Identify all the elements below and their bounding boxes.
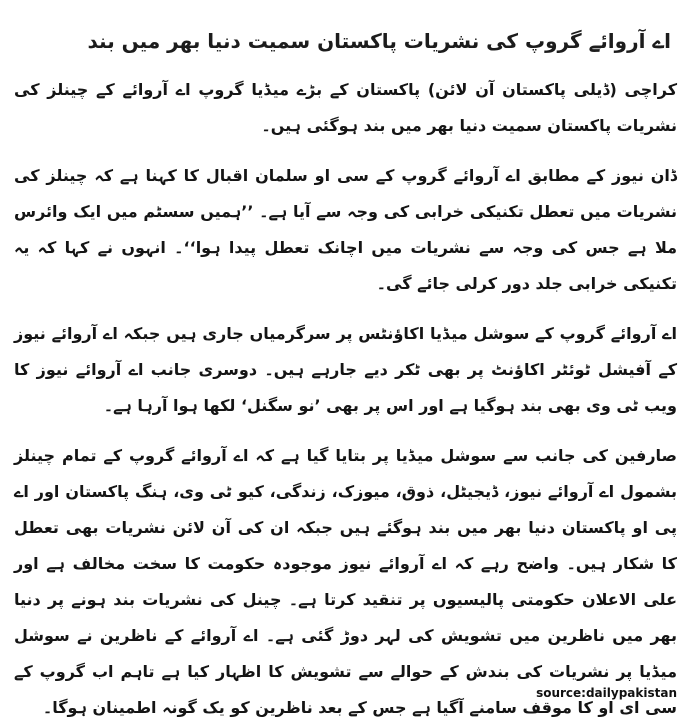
article-paragraph-channels-down: صارفین کی جانب سے سوشل میڈیا پر بتایا گیا ہے کہ اے آروائے گروپ کے تمام چینلز بشمول اے آروائے نیوز، ڈیجیٹل، ذوق، میوزک، زندگی، کیو ٹی وی، ہنگ پاکستان اور اے پی او پاکستان دنیا بھر میں بند ہوگئے ہیں جبکہ ان کی آن لائن نشریات بھی تعطل کا شکار ہیں۔ واضح رہے کہ اے آروائے نیوز موجودہ حکومت کا سخت مخالف ہے اور علی الاعلان حکومتی پالیسیوں پر تنقید کرتا ہے۔ چینل کی نشریات بند ہونے پر دنیا بھر میں ناظرین میں تشویش کی لہر دوڑ گئی ہے۔ اے آروائے کے ناظرین نے سوشل میڈیا پر نشریات کی بندش کے حوالے سے تشویش کا اظہار کیا ہے تاہم اب گروپ کے سی ای او کا موقف سامنے آگیا ہے جس کے بعد ناظرین کو یک گونہ اطمینان ہوگا۔	[14, 446, 677, 717]
article-paragraph-intro: کراچی (ڈیلی پاکستان آن لائن) پاکستان کے بڑے میڈیا گروپ اے آروائے کے چینلز کی نشریات پاکستان سمیت دنیا بھر میں بند ہوگئی ہیں۔	[14, 80, 677, 135]
article-paragraph-social-media: اے آروائے گروپ کے سوشل میڈیا اکاؤنٹس پر سرگرمیاں جاری ہیں جبکہ اے آروائے نیوز کے آفیشل ٹوئٹر اکاؤنٹ پر بھی ٹکر دیے جارہے ہیں۔ دوسری جانب اے آروائے نیوز کا ویب ٹی وی بھی بند ہوگیا ہے اور اس پر بھی ’نو سگنل‘ لکھا ہوا آرہا ہے۔	[14, 324, 677, 415]
source-credit: source:dailypakistan	[536, 686, 677, 700]
article-headline: اے آروائے گروپ کی نشریات پاکستان سمیت دنیا بھر میں بند	[87, 29, 671, 53]
article-paragraph-ceo-statement: ڈان نیوز کے مطابق اے آروائے گروپ کے سی او سلمان اقبال کا کہنا ہے کہ چینلز کی نشریات میں تعطل تکنیکی خرابی کی وجہ سے آیا ہے۔ ’’ہمیں سسٹم میں ایک وائرس ملا ہے جس کی وجہ سے نشریات میں اچانک تعطل پیدا ہوا‘‘۔ انہوں نے کہا کہ یہ تکنیکی خرابی جلد دور کرلی جائے گی۔	[14, 166, 677, 293]
